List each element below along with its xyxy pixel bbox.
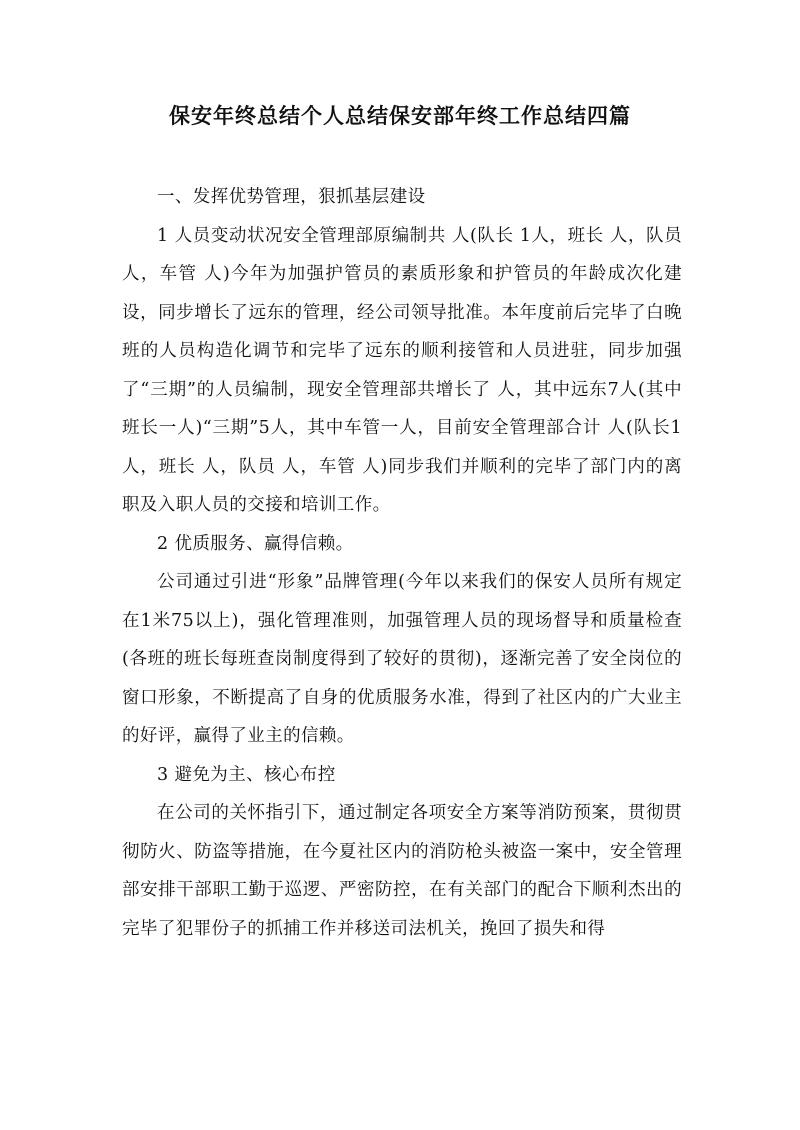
paragraph-staffing: 1 人员变动状况安全管理部原编制共 人(队长 1人，班长 人，队员 人，车管 人)今年为加强护管员的素质形象和护管员的年龄成次化建设，同步增长了远东的管理，经公司领导批准。本年度前后完毕了白晚班的人员构造化调节和完毕了远东的顺利接管和人员进驻，同步加强了“三期”的人员编制，现安全管理部共增长了 人，其中远东7人(其中班长一人)“三期”5人，其中车管一人，目前安全管理部合计 人(队长1人，班长 人，队员 人，车管 人)同步我们并顺利的完毕了部门内的离职及入职人员的交接和培训工作。 <box>122 225 682 515</box>
paragraph-prevention: 在公司的关怀指引下，通过制定各项安全方案等消防预案，贯彻贯彻防火、防盗等措施，在今夏社区内的消防枪头被盗一案中，安全管理部安排干部职工勤于巡逻、严密防控，在有关部门的配合下顺利杰出的完毕了犯罪份子的抓捕工作并移送司法机关，挽回了损失和得 <box>122 803 682 939</box>
section-heading: 一、发挥优势管理，狠抓基层建设 <box>157 187 426 207</box>
subheading-quality-service: 2 优质服务、赢得信赖。 <box>157 533 354 554</box>
document-title: 保安年终总结个人总结保安部年终工作总结四篇 <box>169 103 631 128</box>
document-body <box>122 178 682 948</box>
paragraph-quality-service: 公司通过引进“形象”品牌管理(今年以来我们的保安人员所有规定在1米75以上)，强化管理准则，加强管理人员的现场督导和质量检查(各班的班长每班查岗制度得到了较好的贯彻)，逐渐完善了安全岗位的窗口形象，不断提高了自身的优质服务水准，得到了社区内的广大业主的好评，赢得了业主的信赖。 <box>122 572 682 746</box>
subheading-prevention: 3 避免为主、核心布控 <box>157 764 336 785</box>
